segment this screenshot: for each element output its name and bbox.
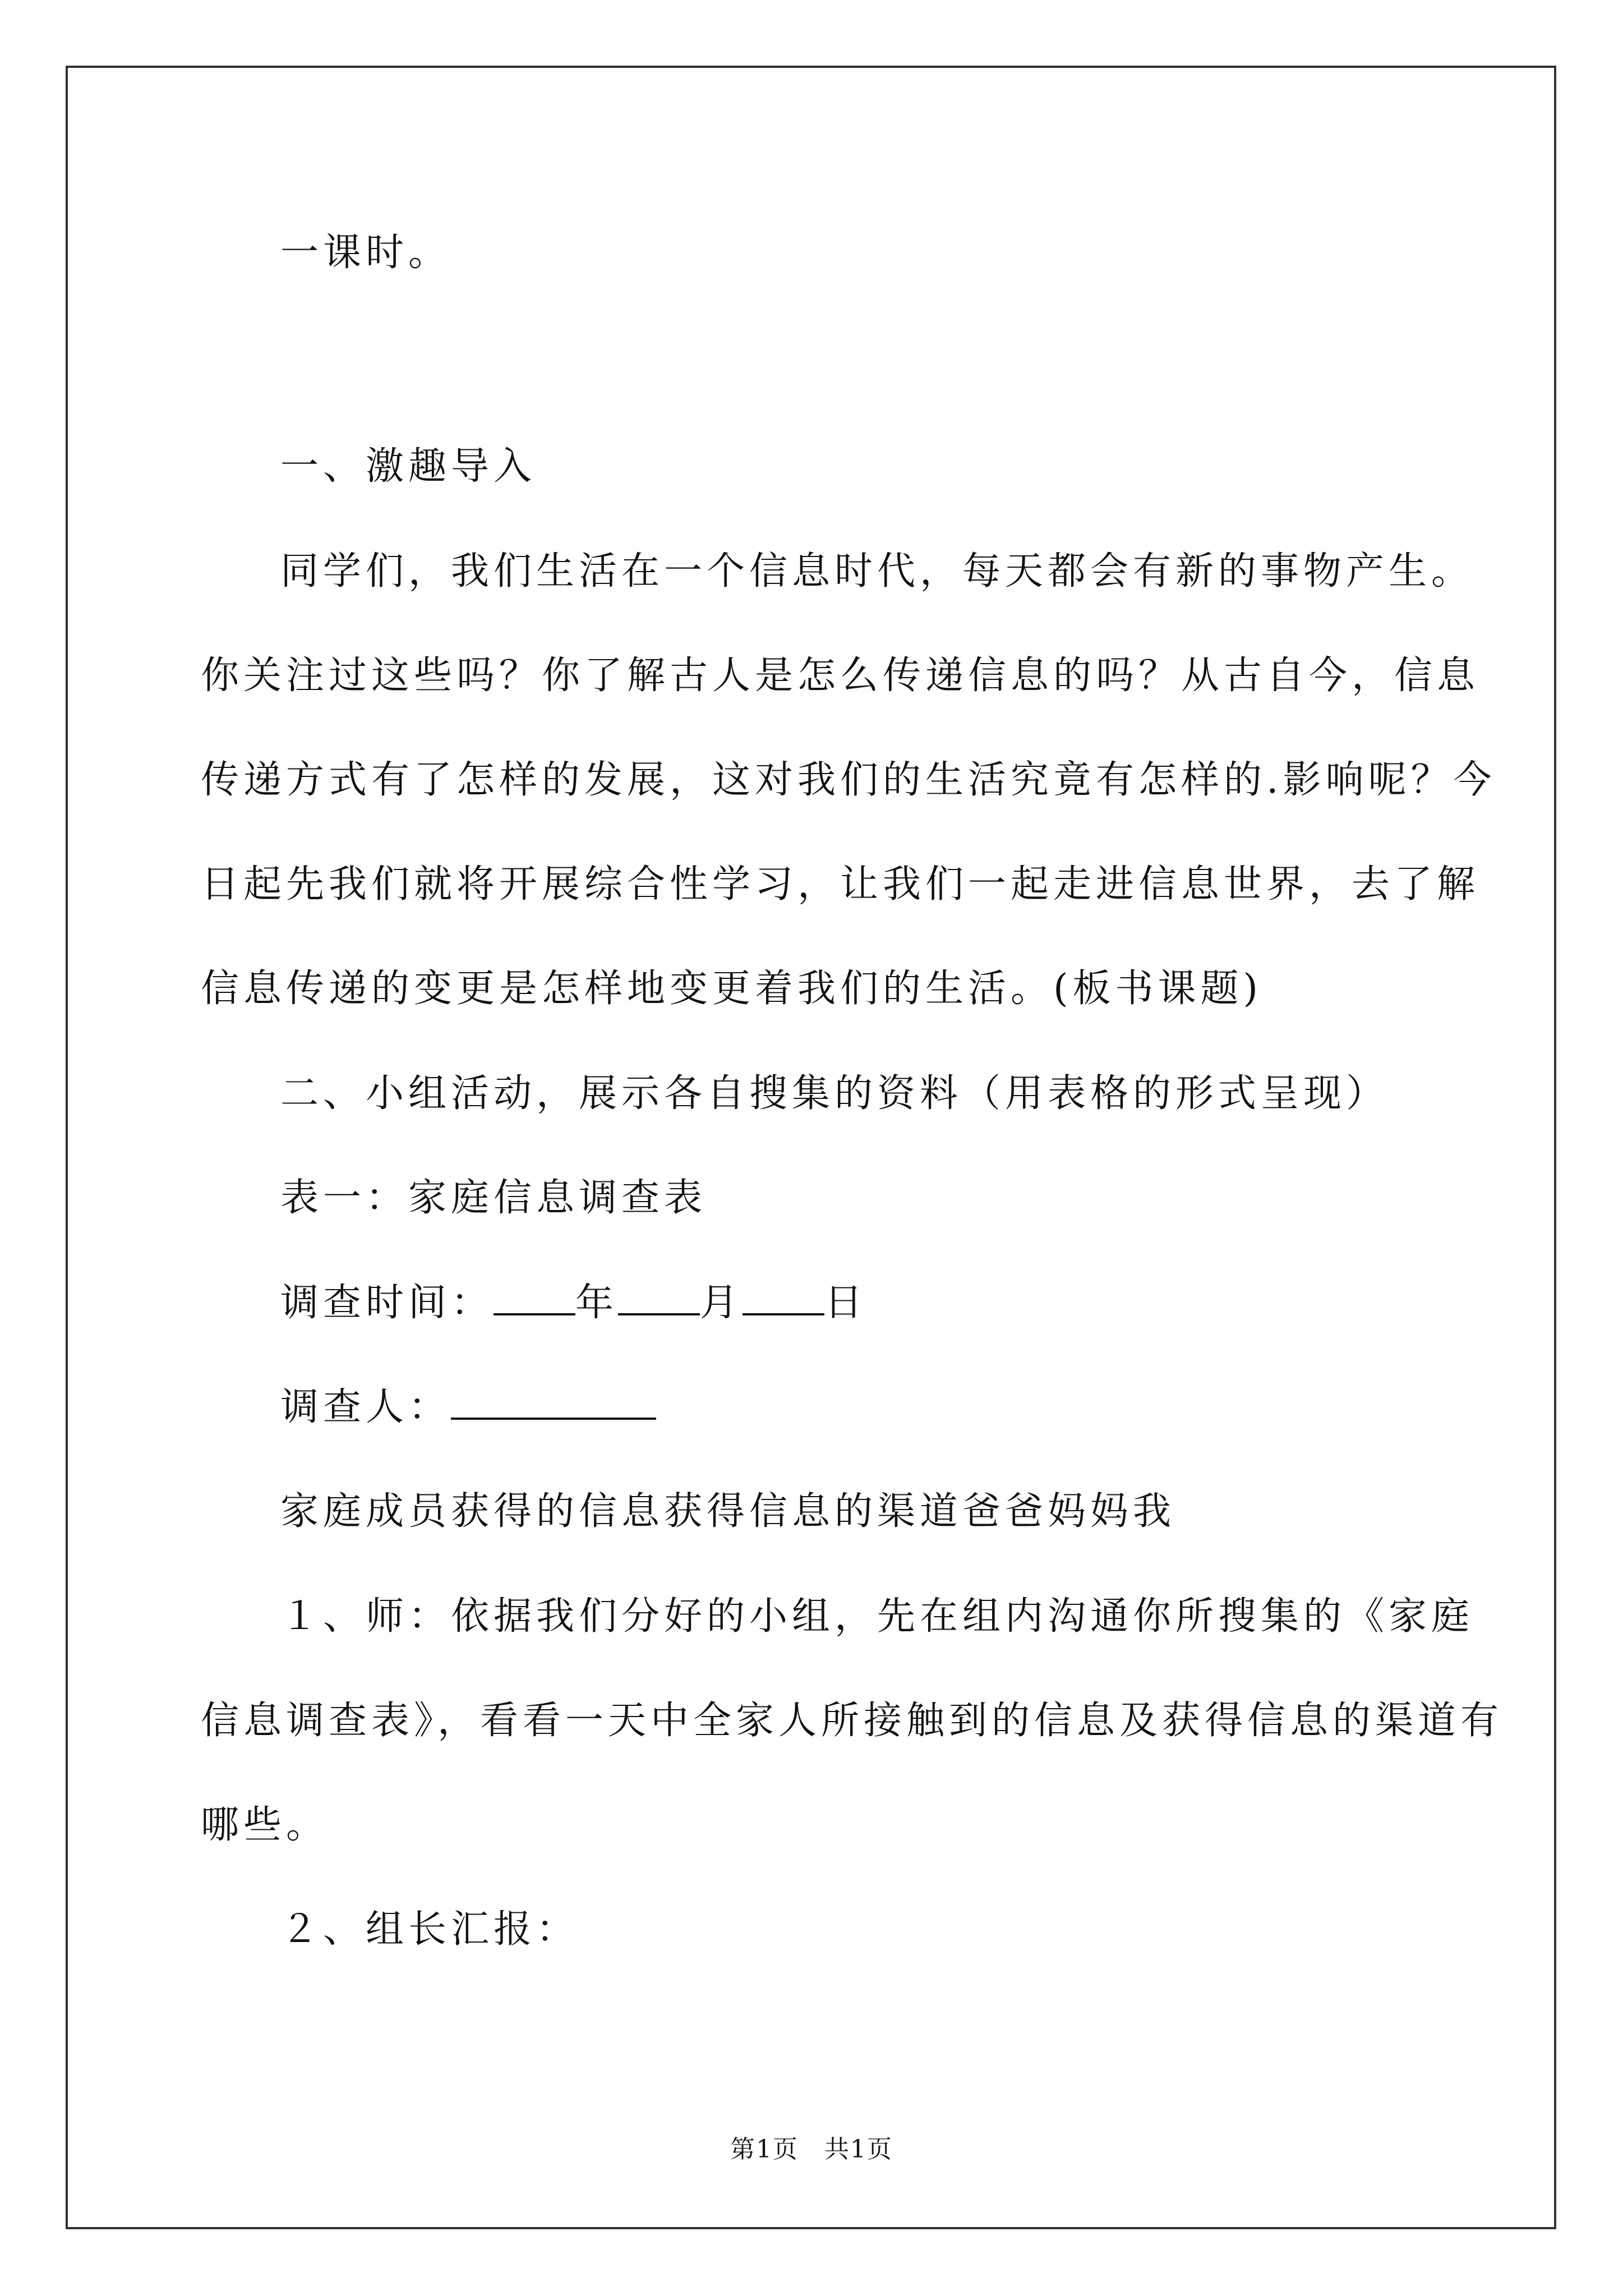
list-item-line: １、师：依据我们分好的小组，先在组内沟通你所搜集的《家庭	[280, 1594, 1474, 1639]
section-heading: 一、激趣导入	[280, 444, 537, 489]
table-title: 表一：家庭信息调查表	[280, 1176, 707, 1220]
text-line: 一课时。	[280, 231, 451, 275]
table-header-line: 家庭成员获得的信息获得信息的渠道爸爸妈妈我	[280, 1489, 1176, 1534]
list-item-line: 哪些。	[201, 1803, 329, 1847]
paragraph-line: 日起先我们就将开展综合性学习，让我们一起走进信息世界，去了解	[201, 862, 1480, 907]
paragraph-line: 传递方式有了怎样的发展，这对我们的生活究竟有怎样的.影响呢？今	[201, 758, 1496, 802]
section-heading: 二、小组活动，展示各自搜集的资料（用表格的形式呈现）	[280, 1071, 1389, 1116]
list-item-line: ２、组长汇报：	[280, 1907, 579, 1952]
month-label: 月	[700, 1281, 743, 1325]
survey-time-line	[201, 1251, 1429, 1355]
paragraph-line: 信息传递的变更是怎样地变更着我们的生活。(板书课题)	[201, 967, 1263, 1011]
day-label: 日	[824, 1281, 868, 1325]
year-label: 年	[575, 1281, 619, 1325]
paragraph-line: 你关注过这些吗？你了解古人是怎么传递信息的吗？从古自今，信息	[201, 654, 1480, 698]
day-blank	[743, 1285, 824, 1315]
paragraph-line: 同学们，我们生活在一个信息时代，每天都会有新的事物产生。	[280, 549, 1474, 593]
surveyor-label: 调查人：	[280, 1385, 451, 1429]
page-footer: 第1页 共1页	[730, 2135, 893, 2164]
list-item-line: 信息调查表》，看看一天中全家人所接触到的信息及获得信息的渠道有	[201, 1699, 1504, 1743]
month-blank	[618, 1285, 700, 1315]
survey-time-label: 调查时间：	[280, 1281, 494, 1325]
surveyor-line	[201, 1355, 1429, 1460]
surveyor-blank	[451, 1389, 656, 1420]
year-blank	[494, 1285, 575, 1315]
